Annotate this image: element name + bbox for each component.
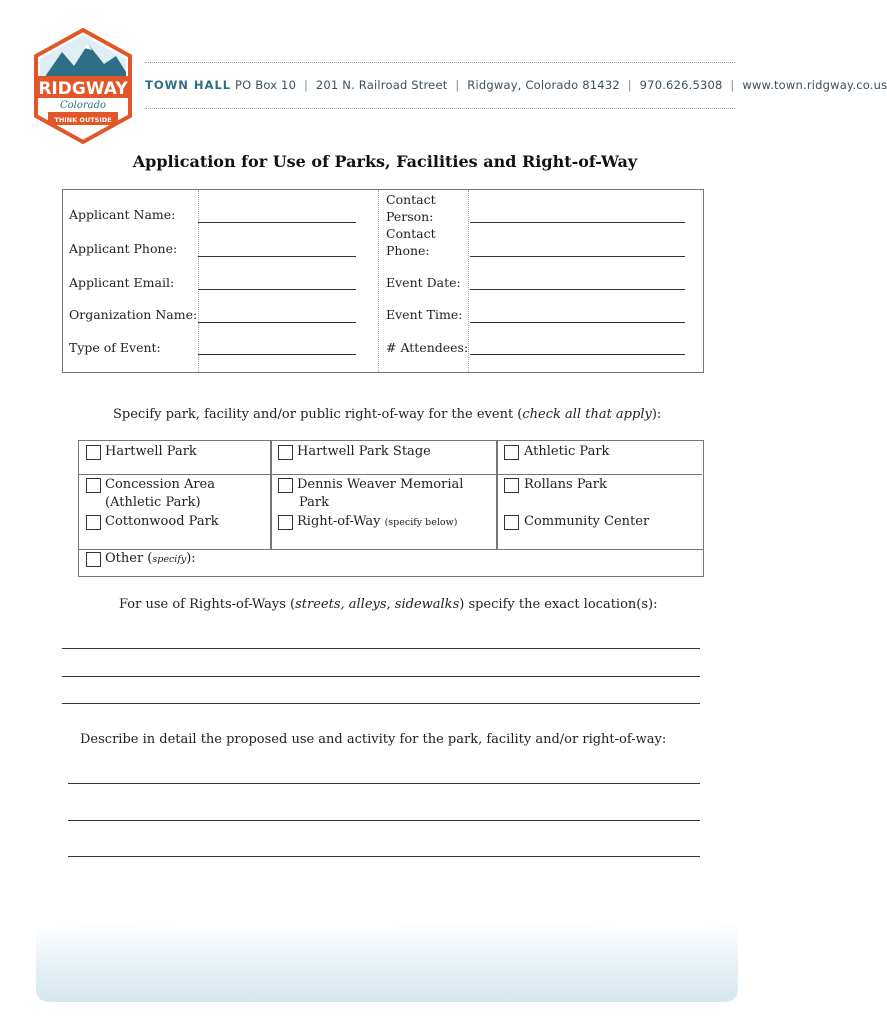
street-address: 201 N. Railroad Street [315, 78, 448, 92]
town-hall-label: TOWN HALL [145, 78, 232, 92]
row-location-line-2[interactable] [62, 676, 700, 677]
row-location-line-3[interactable] [62, 703, 700, 704]
location-checkbox-table: Hartwell Park Hartwell Park Stage Athletic Park Concession Area (Athletic Park) Dennis Weaver Memorial Park Rollans Park Cottonwood Park Right-of-Way (specify below) Community Center Other (specify): [78, 440, 702, 576]
applicant-name-label: Applicant Name: [69, 207, 176, 222]
header-address: TOWN HALL PO Box 10 | 201 N. Railroad Street | Ridgway, Colorado 81432 | 970.626.5308 | www.town.ridgway.co.us [145, 78, 887, 92]
organization-name-field[interactable] [198, 322, 356, 323]
contact-phone-field[interactable] [470, 256, 685, 257]
contact-person-field[interactable] [470, 222, 685, 223]
applicant-name-field[interactable] [198, 222, 356, 223]
logo-main-text: RIDGWAY [38, 79, 128, 99]
organization-name-label: Organization Name: [69, 307, 198, 322]
contact-phone-label: Contact Phone: [386, 226, 436, 258]
logo-tag-text: THINK OUTSIDE [54, 116, 112, 124]
header-top-divider [145, 62, 735, 63]
row-location-instructions: For use of Rights-of-Ways (streets, alleys, sidewalks) specify the exact location(s): [119, 597, 658, 612]
describe-line-1[interactable] [68, 783, 700, 784]
contact-person-label: Contact Person: [386, 192, 436, 224]
specify-instructions: Specify park, facility and/or public right-of-way for the event (check all that apply): [113, 407, 662, 422]
event-time-label: Event Time: [386, 307, 463, 322]
describe-line-2[interactable] [68, 820, 700, 821]
event-date-field[interactable] [470, 289, 685, 290]
header-bottom-divider [145, 108, 735, 109]
po-box: PO Box 10 [234, 78, 297, 92]
describe-instructions: Describe in detail the proposed use and activity for the park, facility and/or right-of-way: [80, 732, 667, 747]
website-link[interactable]: www.town.ridgway.co.us [742, 78, 887, 92]
city-state-zip: Ridgway, Colorado 81432 [467, 78, 620, 92]
page-title: Application for Use of Parks, Facilities and Right-of-Way [132, 152, 638, 171]
attendees-field[interactable] [470, 354, 685, 355]
event-date-label: Event Date: [386, 275, 461, 290]
applicant-phone-field[interactable] [198, 256, 356, 257]
applicant-phone-label: Applicant Phone: [69, 241, 178, 256]
applicant-email-field[interactable] [198, 289, 356, 290]
type-of-event-label: Type of Event: [69, 340, 161, 355]
type-of-event-field[interactable] [198, 354, 356, 355]
footer-decoration [36, 918, 738, 1002]
ridgway-logo [30, 28, 136, 144]
applicant-email-label: Applicant Email: [69, 275, 175, 290]
event-time-field[interactable] [470, 322, 685, 323]
attendees-label: # Attendees: [386, 340, 469, 355]
logo-sub-text: Colorado [59, 100, 107, 111]
row-location-line-1[interactable] [62, 648, 700, 649]
describe-line-3[interactable] [68, 856, 700, 857]
phone-number: 970.626.5308 [639, 78, 723, 92]
